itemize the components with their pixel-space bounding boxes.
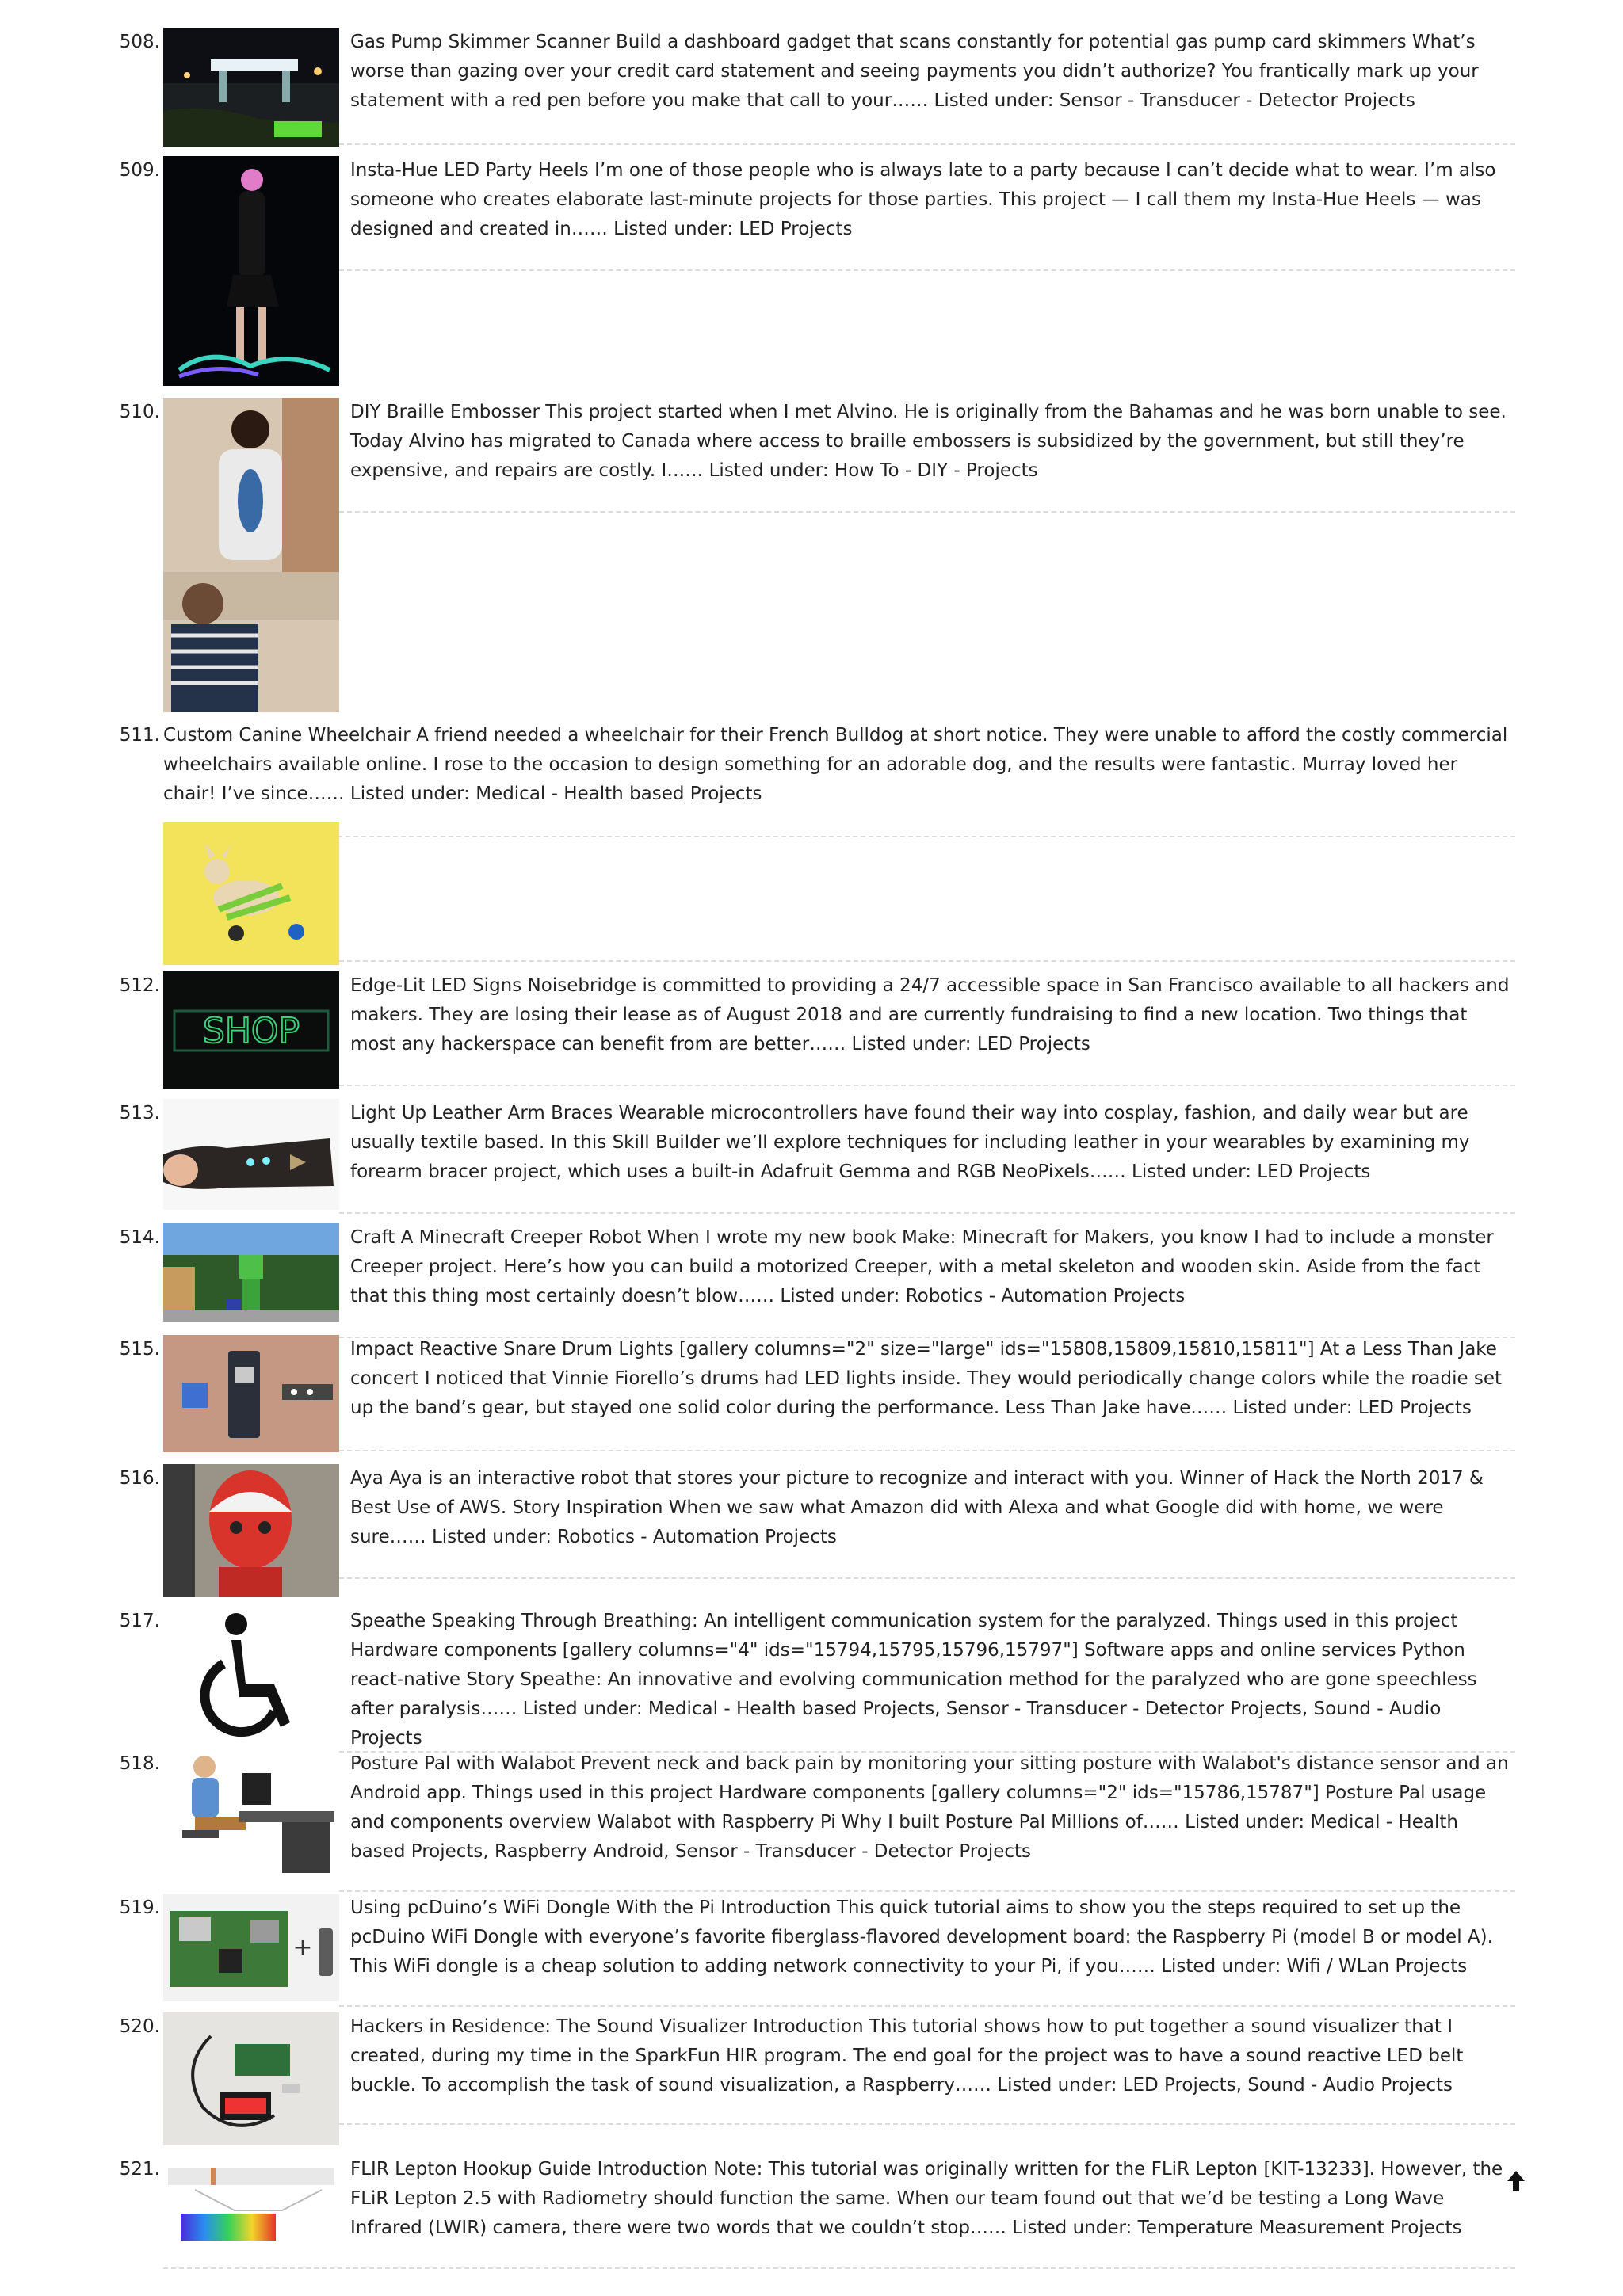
item-number: 511. xyxy=(119,725,160,746)
item-number: 513. xyxy=(119,1103,160,1123)
item-number: 521. xyxy=(119,2159,160,2180)
item-thumbnail[interactable] xyxy=(163,1335,339,1452)
scroll-top-button[interactable] xyxy=(1506,2169,1526,2193)
separator xyxy=(339,1890,1515,1892)
separator xyxy=(339,1577,1515,1579)
item-text: Gas Pump Skimmer Scanner Build a dashboard gadget that scans constantly for potential gas pump card skimmers What’s worse than gazing over your credit card statement and seeing payments you didn’t authorize? You frantically mark up your statement with a red pen before you make that call to your…… Listed under: Sensor - Transducer - Detector Projects xyxy=(350,32,1479,111)
separator xyxy=(339,1212,1515,1214)
item-number: 514. xyxy=(119,1227,160,1248)
item-text: Impact Reactive Snare Drum Lights [gallery columns="2" size="large" ids="15808,15809,15810,15811"] At a Less Than Jake concert I noticed that Vinnie Fiorello’s drums had LED lights inside. They would periodically change colors while the roadie set up the band’s gear, but stayed one solid color during the performance. Less Than Jake have…… Listed under: LED Projects xyxy=(350,1339,1503,1418)
item-thumbnail[interactable] xyxy=(163,1894,339,2001)
svg-text:SHOP: SHOP xyxy=(202,1011,300,1051)
item-thumbnail[interactable] xyxy=(163,1464,339,1597)
item-number: 518. xyxy=(119,1753,160,1774)
item-text: Aya Aya is an interactive robot that stores your picture to recognize and interact with you. Winner of Hack the North 2017 & Best Use of AWS. Story Inspiration When we saw what Amazon did with Alexa and what Google did with home, we were sure…… Listed under: Robotics - Automation Projects xyxy=(350,1468,1484,1547)
item-thumbnail[interactable] xyxy=(163,1223,339,1322)
separator xyxy=(163,2267,1515,2269)
item-number: 517. xyxy=(119,1611,160,1631)
item-thumbnail[interactable] xyxy=(163,971,339,1089)
item-thumbnail[interactable] xyxy=(163,2012,339,2145)
separator xyxy=(339,1450,1515,1451)
separator xyxy=(339,269,1515,271)
item-thumbnail[interactable] xyxy=(163,156,339,386)
item-number: 510. xyxy=(119,402,160,422)
arrow-up-icon xyxy=(1506,2169,1526,2193)
item-thumbnail[interactable] xyxy=(163,2155,339,2260)
item-text: Light Up Leather Arm Braces Wearable microcontrollers have found their way into cosplay, fashion, and daily wear but are usually textile based. In this Skill Builder we’ll explore techniques for including leather in your wearables by examining my forearm bracer project, which uses a built-in Adafruit Gemma and RGB NeoPixels…… Listed under: LED Projects xyxy=(350,1103,1470,1182)
item-number: 508. xyxy=(119,32,160,52)
separator xyxy=(163,836,1515,837)
separator xyxy=(339,143,1515,145)
item-text: Insta-Hue LED Party Heels I’m one of those people who is always late to a party because I can’t decide what to wear. I’m also someone who creates elaborate last-minute projects for those parties. This project — I call them my Insta-Hue Heels — was designed and created in…… Listed under: LED Projects xyxy=(350,160,1496,239)
item-thumbnail[interactable] xyxy=(163,822,339,965)
separator xyxy=(339,2123,1515,2125)
item-text: Posture Pal with Walabot Prevent neck and back pain by monitoring your sitting posture with Walabot's distance sensor and an Android app. Things used in this project Hardware components [gallery columns="2" ids="15786,15787"] Posture Pal usage and components overview Walabot with Raspberry Pi Why I built Posture Pal Millions of…… Listed under: Medical - Health based Projects, Raspberry Android, Sensor - Transducer - Detector Projects xyxy=(350,1753,1509,1862)
separator xyxy=(339,1085,1515,1086)
item-number: 509. xyxy=(119,160,160,181)
item-text: Speathe Speaking Through Breathing: An intelligent communication system for the paralyzed. Things used in this project Hardware components [gallery columns="4" ids="15794,15795,15796,15797"] Software apps and online services Python react-native Story Speathe: An innovative and evolving communication method for the paralyzed who are gone speechless after paralysis…… Listed under: Medical - Health based Projects, Sensor - Transducer - Detector Projects, Sound - Audio Projects xyxy=(350,1611,1477,1749)
item-number: 520. xyxy=(119,2016,160,2037)
item-text: Edge-Lit LED Signs Noisebridge is committed to providing a 24/7 accessible space in San Francisco available to all hackers and makers. They are losing their lease as of August 2018 and are currently fundraising to find a new location. Two things that most any hackerspace can benefit from are better…… Listed under: LED Projects xyxy=(350,975,1510,1055)
item-text: Custom Canine Wheelchair A friend needed a wheelchair for their French Bulldog at short notice. They were unable to afford the costly commercial wheelchairs available online. I rose to the occasion to design something for an adorable dog, and the results were fantastic. Murray loved her chair! I’ve since…… Listed under: Medical - Health based Projects xyxy=(163,725,1508,804)
item-text: DIY Braille Embosser This project started when I met Alvino. He is originally from the Bahamas and he was born unable to see. Today Alvino has migrated to Canada where access to braille embossers is subsidized by the government, but still they’re expensive, and repairs are costly. I…… Listed under: How To - DIY - Projects xyxy=(350,402,1507,481)
item-number: 512. xyxy=(119,975,160,996)
item-text: Hackers in Residence: The Sound Visualizer Introduction This tutorial shows how to put together a sound visualizer that I created, during my time in the SparkFun HIR program. The end goal for the project was to have a sound reactive LED belt buckle. To accomplish the task of sound visualization, a Raspberry…… Listed under: LED Projects, Sound - Audio Projects xyxy=(350,2016,1464,2096)
svg-text:+: + xyxy=(292,1934,313,1962)
separator xyxy=(339,2005,1515,2007)
item-thumbnail[interactable] xyxy=(163,1749,339,1876)
item-number: 519. xyxy=(119,1897,160,1918)
wheelchair-icon[interactable] xyxy=(163,1607,339,1740)
separator xyxy=(339,960,1515,962)
separator xyxy=(339,511,1515,513)
item-text: Using pcDuino’s WiFi Dongle With the Pi Introduction This quick tutorial aims to show you the steps required to set up the pcDuino WiFi Dongle with everyone’s favorite fiberglass-flavored development board: the Raspberry Pi (model B or model A). This WiFi dongle is a cheap solution to adding network connectivity to your Pi, if you…… Listed under: Wifi / WLan Projects xyxy=(350,1897,1493,1977)
item-thumbnail[interactable] xyxy=(163,398,339,712)
item-thumbnail[interactable] xyxy=(163,1099,339,1210)
item-text: Craft A Minecraft Creeper Robot When I wrote my new book Make: Minecraft for Makers, you know I had to include a monster Creeper project. Here’s how you can build a motorized Creeper, with a metal skeleton and wooden skin. Aside from the fact that this thing most certainly doesn’t blow…… Listed under: Robotics - Automation Projects xyxy=(350,1227,1494,1306)
item-thumbnail[interactable] xyxy=(163,28,339,147)
item-number: 516. xyxy=(119,1468,160,1489)
item-text: FLIR Lepton Hookup Guide Introduction Note: This tutorial was originally written for the FLiR Lepton [KIT-13233]. However, the FLiR Lepton 2.5 with Radiometry should function the same. When our team found out that we’d be testing a Long Wave Infrared (LWIR) camera, there were two words that we couldn’t stop…… Listed under: Temperature Measurement Projects xyxy=(350,2159,1503,2238)
item-number: 515. xyxy=(119,1339,160,1360)
